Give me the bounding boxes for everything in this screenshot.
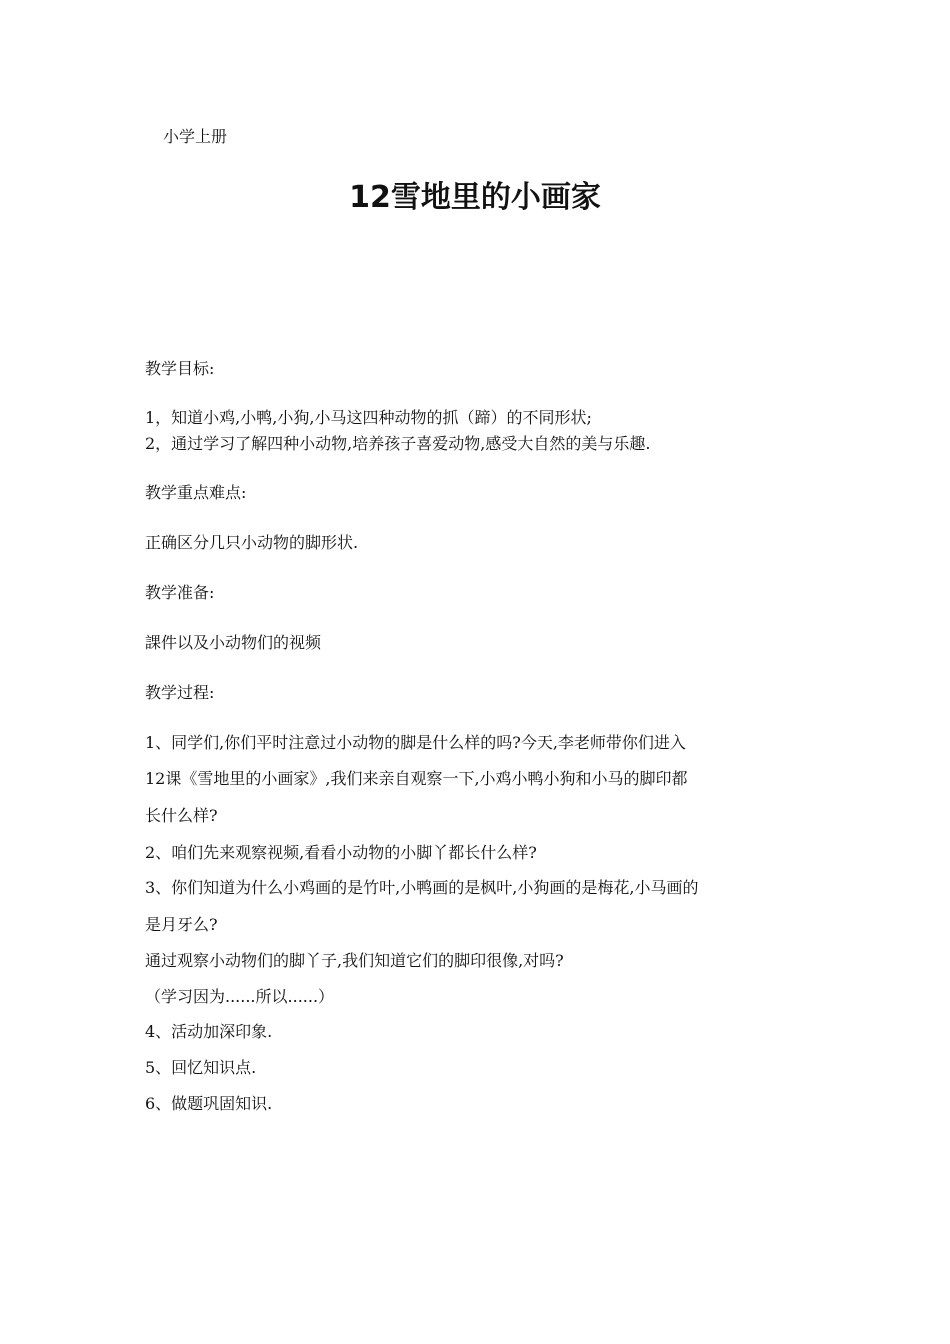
preparation-heading: 教学准备: (145, 583, 215, 602)
process-line: 6、做题巩固知识. (145, 1094, 273, 1113)
goal-item: 2，通过学习了解四种小动物,培养孩子喜爱动物,感受大自然的美与乐趣. (145, 434, 651, 453)
process-line: 2、咱们先来观察视频,看看小动物的小脚丫都长什么样? (145, 843, 537, 862)
process-line: 长什么样? (145, 806, 218, 825)
process-heading: 教学过程: (145, 683, 215, 702)
preparation-text: 課件以及小动物们的视频 (145, 633, 322, 652)
page-title: 12雪地里的小画家 (349, 180, 601, 215)
process-line: 12课《雪地里的小画家》,我们来亲自观察一下,小鸡小鸭小狗和小马的脚印都 (145, 769, 688, 788)
process-line: 5、回忆知识点. (145, 1058, 257, 1077)
process-line: （学习因为......所以......） (145, 987, 335, 1006)
process-line: 通过观察小动物们的脚丫子,我们知道它们的脚印很像,对吗? (145, 951, 564, 970)
process-line: 是月牙么? (145, 915, 218, 934)
page-header: 小学上册 (163, 127, 228, 146)
goals-heading: 教学目标: (145, 359, 215, 378)
process-line: 4、活动加深印象. (145, 1022, 273, 1041)
process-line: 1、同学们,你们平时注意过小动物的脚是什么样的吗?今天,李老师带你们进入 (145, 733, 686, 752)
process-line: 3、你们知道为什么小鸡画的是竹叶,小鸭画的是枫叶,小狗画的是梅花,小马画的 (145, 878, 699, 897)
key-points-text: 正确区分几只小动物的脚形状. (145, 533, 359, 552)
goal-item: 1，知道小鸡,小鸭,小狗,小马这四种动物的抓（蹄）的不同形状; (145, 408, 592, 427)
key-points-heading: 教学重点难点: (145, 483, 247, 502)
